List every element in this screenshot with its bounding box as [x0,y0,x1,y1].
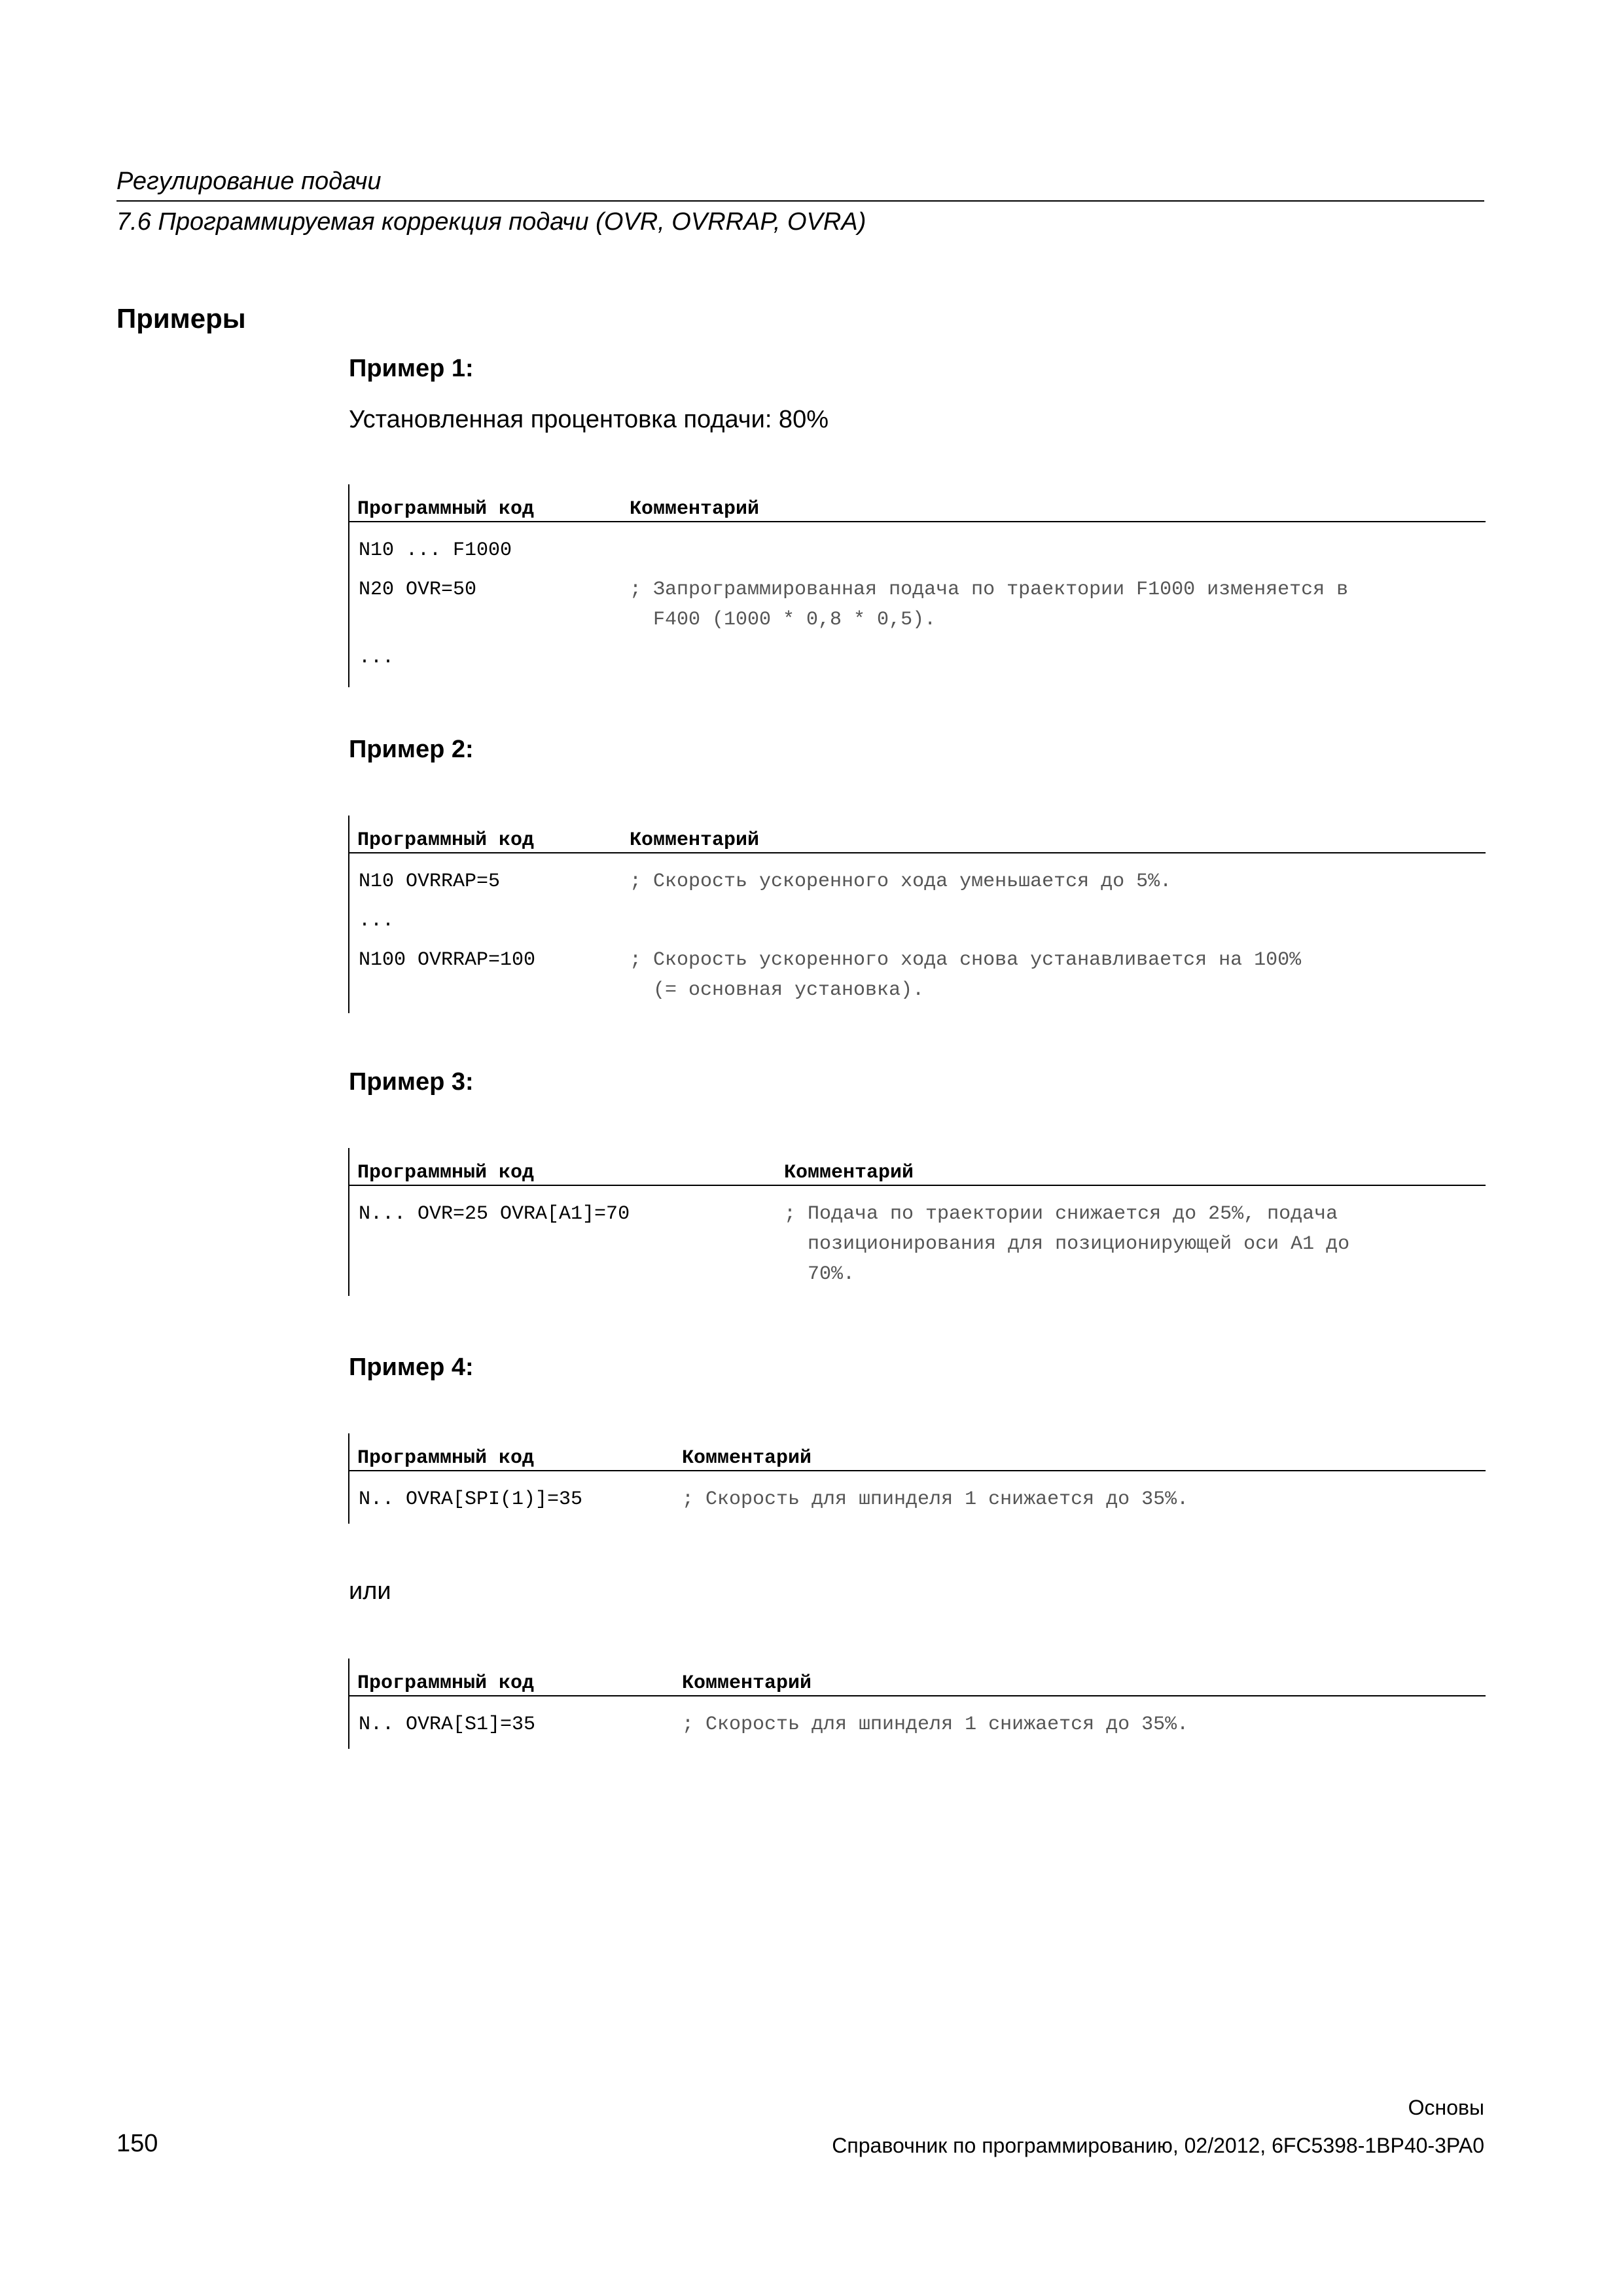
example-4-alt-code-table [348,1659,1486,1749]
code-table-header [349,484,1486,522]
code-row [349,941,1486,1004]
code-cell: N.. OVRA[S1]=35 [359,1713,536,1736]
code-table-header [349,1659,1486,1696]
code-row [349,1480,1486,1520]
comment-cell: ; Скорость ускоренного хода снова устанавливается на 100% (= основная установка). [630,949,1302,1001]
comment-column-header: Комментарий [682,1447,812,1469]
comment-cell: ; Подача по траектории снижается до 25%, подача позиционирования для позиционирующей оси A1 до 70%. [784,1203,1350,1285]
examples-heading: Примеры [116,303,246,334]
or-text: или [349,1577,391,1605]
comment-column-header: Комментарий [630,829,760,852]
comment-cell: ; Запрограммированная подача по траектории F1000 изменяется в F400 (1000 * 0,8 * 0,5). [630,579,1349,631]
code-column-header: Программный код [357,1162,535,1184]
code-column-header: Программный код [357,1447,535,1469]
code-row [349,863,1486,902]
code-row [349,531,1486,571]
code-cell: N10 ... F1000 [359,539,512,562]
footer-book-title: Основы [1408,2096,1484,2119]
code-table-body [349,853,1486,1013]
code-column-header: Программный код [357,498,535,520]
example-4-code-table [348,1433,1486,1524]
code-row [349,902,1486,941]
code-cell: N10 OVRRAP=5 [359,870,501,893]
comment-column-header: Комментарий [784,1162,914,1184]
code-cell: N... OVR=25 OVRA[A1]=70 [359,1203,630,1225]
code-cell: ... [359,647,395,669]
code-table-header [349,816,1486,853]
example-1-code-table [348,484,1486,687]
example-2-title: Пример 2: [349,736,474,763]
code-cell: ... [359,910,395,932]
comment-cell: ; Скорость для шпинделя 1 снижается до 35%. [682,1713,1189,1736]
comment-column-header: Комментарий [630,498,760,520]
code-cell: N20 OVR=50 [359,579,477,601]
comment-column-header: Комментарий [682,1672,812,1695]
example-3-code-table [348,1148,1486,1296]
code-table-body [349,1186,1486,1296]
example-1-intro: Установленная процентовка подачи: 80% [349,406,829,433]
example-4-title: Пример 4: [349,1354,474,1381]
code-row [349,1706,1486,1745]
page-number: 150 [116,2130,158,2157]
example-1-title: Пример 1: [349,355,474,382]
code-row [349,571,1486,639]
comment-cell: ; Скорость для шпинделя 1 снижается до 35%. [682,1488,1189,1511]
code-table-body [349,1471,1486,1524]
example-3-title: Пример 3: [349,1068,474,1096]
code-cell: N100 OVRRAP=100 [359,949,536,971]
code-table-body [349,522,1486,687]
running-header-section: 7.6 Программируемая коррекция подачи (OVR, OVRRAP, OVRA) [116,208,866,236]
code-cell: N.. OVRA[SPI(1)]=35 [359,1488,583,1511]
code-table-header [349,1433,1486,1471]
code-column-header: Программный код [357,829,535,852]
running-header-chapter: Регулирование подачи [116,168,382,195]
code-row [349,639,1486,678]
code-row [349,1195,1486,1287]
code-table-header [349,1148,1486,1186]
header-divider [116,200,1484,202]
comment-cell: ; Скорость ускоренного хода уменьшается до 5%. [630,870,1172,893]
example-2-code-table [348,816,1486,1013]
code-table-body [349,1696,1486,1749]
footer-reference: Справочник по программированию, 02/2012, 6FC5398-1BP40-3PA0 [832,2134,1484,2157]
code-column-header: Программный код [357,1672,535,1695]
